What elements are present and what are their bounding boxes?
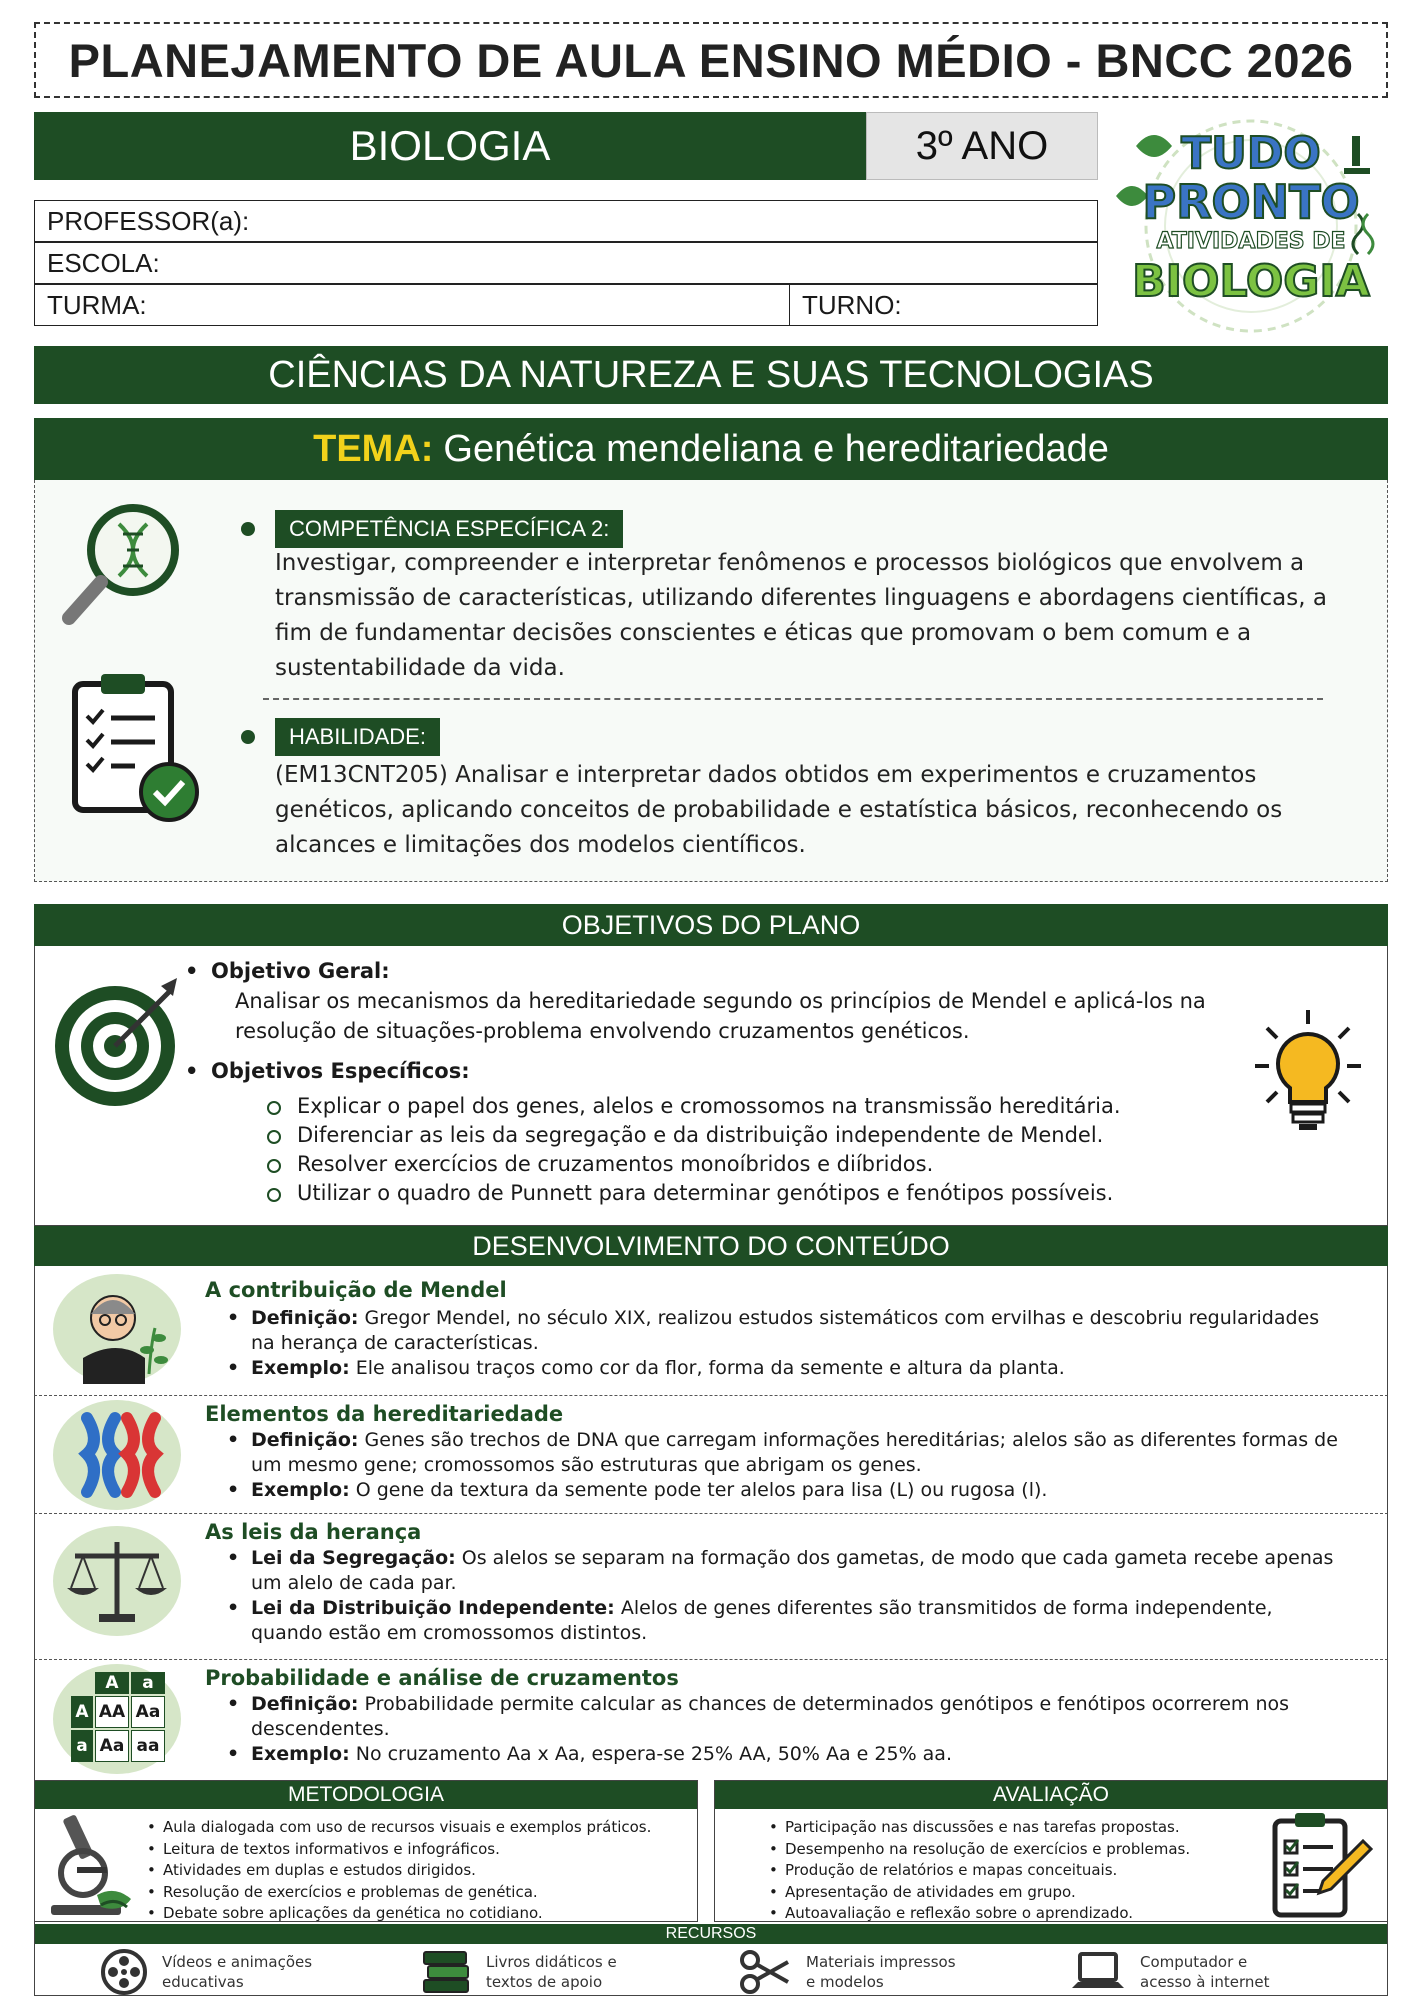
list-item: • Exemplo: O gene da textura da semente pode ter alelos para lisa (L) ou rugosa (l). — [251, 1478, 1347, 1503]
tema-text: Genética mendeliana e hereditariedade — [443, 427, 1109, 470]
recurso-livros — [420, 1948, 617, 1996]
content-block-leis — [34, 1514, 1388, 1660]
metodologia-list — [145, 1817, 695, 1925]
tema-label: TEMA: — [313, 427, 434, 470]
recurso-line2: e modelos — [806, 1973, 884, 1991]
class-field[interactable] — [35, 285, 789, 325]
objetivos-panel — [34, 946, 1388, 1226]
subject-banner: BIOLOGIA — [34, 112, 866, 180]
list-item: • Definição: Gregor Mendel, no século XIX, realizou estudos sistemáticos com ervilhas e descobriu regularidades na herança de características. — [251, 1306, 1347, 1356]
block-list — [251, 1428, 1347, 1503]
shift-field[interactable] — [789, 285, 1097, 325]
recurso-line2: educativas — [162, 1973, 244, 1991]
balance-scale-icon — [53, 1526, 181, 1636]
metodologia-panel — [34, 1780, 698, 1922]
metodologia-heading: METODOLOGIA — [35, 1781, 697, 1809]
lightbulb-icon — [1253, 1006, 1363, 1140]
list-item: • Aula dialogada com uso de recursos visuais e exemplos práticos. — [145, 1817, 695, 1839]
objetivo-geral-text: Analisar os mecanismos da hereditariedade segundo os princípios de Mendel e aplicá-los na resolução de situações-problema envolvendo cruzamentos genéticos. — [235, 989, 1206, 1043]
class-shift-row — [34, 284, 1098, 326]
content-block-mendel — [34, 1266, 1388, 1396]
magnifier-dna-icon — [61, 496, 191, 635]
punnett-cell: AA — [95, 1696, 129, 1728]
area-banner: CIÊNCIAS DA NATUREZA E SUAS TECNOLOGIAS — [34, 346, 1388, 404]
bullet-dot — [241, 522, 255, 536]
target-arrow-icon — [49, 972, 189, 1116]
school-field[interactable] — [34, 242, 1098, 284]
list-item: • Desempenho na resolução de exercícios e problemas. — [767, 1839, 1247, 1861]
recurso-computador — [1070, 1948, 1270, 1996]
punnett-header: a — [71, 1730, 93, 1762]
objetivos-especificos-list — [267, 1092, 1247, 1208]
list-item: Utilizar o quadro de Punnett para determinar genótipos e fenótipos possíveis. — [267, 1179, 1247, 1208]
competencia-label-row — [241, 510, 623, 548]
avaliacao-heading: AVALIAÇÃO — [715, 1781, 1387, 1809]
block-title: Probabilidade e análise de cruzamentos — [205, 1666, 679, 1690]
list-item: • Definição: Genes são trechos de DNA que carregam informações hereditárias; alelos são as diferentes formas de um mesmo gene; cromossomos são estruturas que abrigam os genes. — [251, 1428, 1347, 1478]
laptop-icon — [1070, 1948, 1126, 1996]
objetivo-geral-label: Objetivo Geral: — [211, 959, 390, 983]
page-title-box — [34, 22, 1388, 98]
school-label: ESCOLA: — [47, 247, 160, 278]
block-list — [251, 1692, 1347, 1767]
punnett-header: a — [131, 1672, 165, 1694]
list-item: • Leitura de textos informativos e infográficos. — [145, 1839, 695, 1861]
professor-field[interactable] — [34, 200, 1098, 242]
mendel-portrait-icon — [53, 1274, 181, 1384]
logo-line1: TUDO — [1181, 128, 1321, 179]
objetivos-heading: OBJETIVOS DO PLANO — [34, 904, 1388, 946]
objetivos-especificos-row: • Objetivos Específicos: — [185, 1059, 470, 1083]
block-title: A contribuição de Mendel — [205, 1278, 507, 1302]
list-item: • Atividades em duplas e estudos dirigidos. — [145, 1860, 695, 1882]
list-item: • Resolução de exercícios e problemas de genética. — [145, 1882, 695, 1904]
habilidade-label-row — [241, 718, 440, 756]
list-item: • Apresentação de atividades em grupo. — [767, 1882, 1247, 1904]
scissors-icon — [740, 1948, 792, 1996]
list-item: Diferenciar as leis da segregação e da distribuição independente de Mendel. — [267, 1121, 1247, 1150]
punnett-header: A — [71, 1696, 93, 1728]
competencia-panel — [34, 480, 1388, 882]
list-item: Explicar o papel dos genes, alelos e cromossomos na transmissão hereditária. — [267, 1092, 1247, 1121]
block-title: Elementos da hereditariedade — [205, 1402, 564, 1426]
list-item: • Lei da Distribuição Independente: Alelos de genes diferentes são transmitidos de forma independente, quando estão em cromossomos distintos. — [251, 1596, 1347, 1646]
grade-box: 3º ANO — [866, 112, 1098, 180]
divider — [263, 698, 1323, 700]
shift-label: TURNO: — [802, 289, 902, 320]
books-icon — [420, 1948, 472, 1996]
checklist-pencil-icon — [1265, 1811, 1375, 1925]
habilidade-text: (EM13CNT205) Analisar e interpretar dados obtidos em experimentos e cruzamentos genéticos, aplicando conceitos de probabilidade e estatística básicos, reconhecendo os alcances e limitações dos modelos científicos. — [275, 762, 1283, 858]
logo-line4: BIOLOGIA — [1132, 256, 1370, 307]
block-list — [251, 1306, 1347, 1381]
punnett-header: A — [95, 1672, 129, 1694]
list-item: Resolver exercícios de cruzamentos monoíbridos e diíbridos. — [267, 1150, 1247, 1179]
list-item: • Produção de relatórios e mapas conceituais. — [767, 1860, 1247, 1882]
bullet-dot — [241, 730, 255, 744]
list-item: • Lei da Segregação: Os alelos se separam na formação dos gametas, de modo que cada gameta recebe apenas um alelo de cada par. — [251, 1546, 1347, 1596]
objetivos-especificos-label: Objetivos Específicos: — [211, 1059, 470, 1083]
content-block-hereditariedade — [34, 1396, 1388, 1514]
tema-banner — [34, 418, 1388, 480]
recurso-line1: Livros didáticos e — [486, 1953, 617, 1971]
recursos-heading: RECURSOS — [34, 1924, 1388, 1944]
professor-label: PROFESSOR(a): — [47, 205, 250, 236]
punnett-cell: Aa — [131, 1696, 165, 1728]
list-item: • Definição: Probabilidade permite calcular as chances de determinados genótipos e fenótipos ocorrerem nos descendentes. — [251, 1692, 1347, 1742]
recurso-line2: textos de apoio — [486, 1973, 603, 1991]
competencia-label: COMPETÊNCIA ESPECÍFICA 2: — [275, 510, 623, 548]
avaliacao-list — [767, 1817, 1247, 1925]
punnett-cell: aa — [131, 1730, 165, 1762]
list-item: • Debate sobre aplicações da genética no cotidiano. — [145, 1903, 695, 1925]
clipboard-check-icon — [65, 668, 205, 830]
microscope-icon — [41, 1811, 141, 1925]
chromosomes-icon — [53, 1400, 181, 1510]
punnett-square — [71, 1672, 165, 1762]
film-reel-icon — [100, 1948, 148, 1996]
competencia-text: Investigar, compreender e interpretar fenômenos e processos biológicos que envolvem a transmissão de características, utilizando diferentes linguagens e abordagens científicas, a fim de fundamentar decisões conscientes e éticas que promovam o bem comum e a sustentabilidade da vida. — [275, 550, 1327, 681]
desenvolvimento-heading: DESENVOLVIMENTO DO CONTEÚDO — [34, 1226, 1388, 1266]
recurso-materiais — [740, 1948, 956, 1996]
logo-line3: ATIVIDADES DE — [1156, 229, 1346, 254]
list-item: • Participação nas discussões e nas tarefas propostas. — [767, 1817, 1247, 1839]
page-title: PLANEJAMENTO DE AULA ENSINO MÉDIO - BNCC 2026 — [68, 33, 1354, 87]
objetivo-geral-row: • Objetivo Geral: — [185, 959, 390, 983]
content-block-probabilidade — [34, 1660, 1388, 1780]
brand-logo — [1106, 106, 1396, 346]
punnett-cell: Aa — [95, 1730, 129, 1762]
block-title: As leis da herança — [205, 1520, 422, 1544]
list-item: • Exemplo: No cruzamento Aa x Aa, espera-se 25% AA, 50% Aa e 25% aa. — [251, 1742, 1347, 1767]
recurso-line1: Vídeos e animações — [162, 1953, 313, 1971]
class-label: TURMA: — [47, 289, 147, 320]
list-item: • Autoavaliação e reflexão sobre o aprendizado. — [767, 1903, 1247, 1925]
block-list — [251, 1546, 1347, 1646]
recurso-line2: acesso à internet — [1140, 1973, 1270, 1991]
recurso-line1: Computador e — [1140, 1953, 1248, 1971]
recurso-line1: Materiais impressos — [806, 1953, 956, 1971]
recurso-videos — [100, 1948, 312, 1996]
habilidade-label: HABILIDADE: — [275, 718, 440, 756]
avaliacao-panel — [714, 1780, 1388, 1922]
list-item: • Exemplo: Ele analisou traços como cor da flor, forma da semente e altura da planta. — [251, 1356, 1347, 1381]
logo-line2: PRONTO — [1142, 175, 1360, 229]
